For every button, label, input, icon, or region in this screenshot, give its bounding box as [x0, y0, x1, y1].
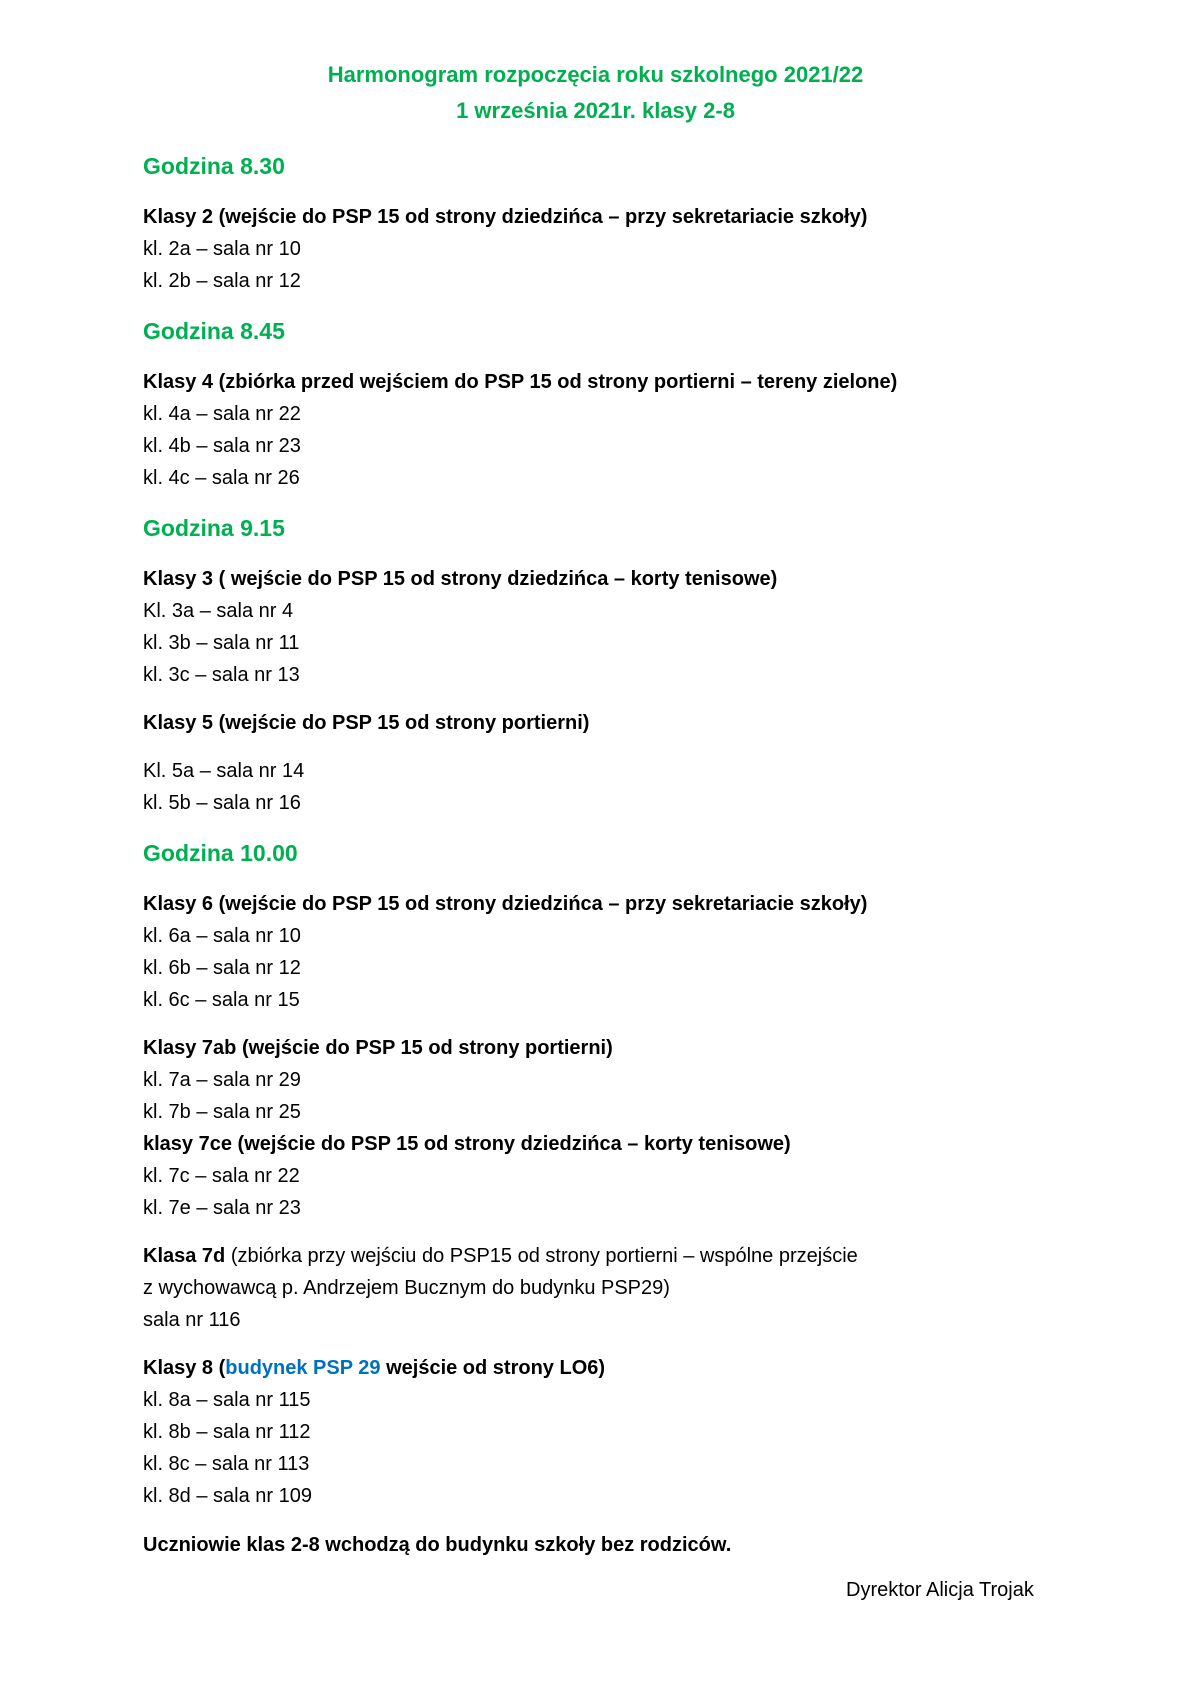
group-header-8: [143, 1356, 605, 1380]
class-row: kl. 7e – sala nr 23: [143, 1197, 301, 1219]
class-row: kl. 3b – sala nr 11: [143, 632, 300, 654]
class-row: kl. 7b – sala nr 25: [143, 1101, 301, 1123]
class-row: kl. 3c – sala nr 13: [143, 664, 300, 686]
group-header: Klasy 3 ( wejście do PSP 15 od strony dziedzińca – korty tenisowe): [143, 568, 778, 590]
class-row: kl. 2b – sala nr 12: [143, 270, 301, 292]
class-row: kl. 6c – sala nr 15: [143, 989, 300, 1011]
closing-note: Uczniowie klas 2-8 wchodzą do budynku szkoły bez rodziców.: [143, 1534, 732, 1556]
class-row: kl. 4b – sala nr 23: [143, 435, 301, 457]
group-header: Klasy 6 (wejście do PSP 15 od strony dziedzińca – przy sekretariacie szkoły): [143, 893, 868, 915]
group-header-bold: Klasa 7d: [143, 1245, 226, 1267]
class-row: kl. 7c – sala nr 22: [143, 1165, 300, 1187]
hour-heading: Godzina 9.15: [143, 515, 285, 541]
class-row: Kl. 5a – sala nr 14: [143, 760, 305, 782]
class-row: kl. 8d – sala nr 109: [143, 1485, 312, 1507]
class-row: kl. 6a – sala nr 10: [143, 925, 301, 947]
group-header: Klasy 2 (wejście do PSP 15 od strony dziedzińca – przy sekretariacie szkoły): [143, 206, 868, 228]
hour-heading: Godzina 8.45: [143, 318, 285, 344]
group-header: Klasy 7ab (wejście do PSP 15 od strony portierni): [143, 1037, 613, 1059]
hour-heading: Godzina 8.30: [143, 153, 285, 179]
class-row: kl. 4a – sala nr 22: [143, 403, 301, 425]
class-row: kl. 8a – sala nr 115: [143, 1389, 311, 1411]
group-header-7d: [143, 1244, 858, 1268]
signature: Dyrektor Alicja Trojak: [846, 1579, 1034, 1601]
title-line-1: Harmonogram rozpoczęcia roku szkolnego 2021/22: [327, 62, 864, 87]
class-row: kl. 8c – sala nr 113: [143, 1453, 310, 1475]
group-header: Klasy 5 (wejście do PSP 15 od strony portierni): [143, 712, 590, 734]
title-line-2: 1 września 2021r. klasy 2-8: [456, 98, 735, 123]
class-row: kl. 4c – sala nr 26: [143, 467, 300, 489]
group-header: klasy 7ce (wejście do PSP 15 od strony dziedzińca – korty tenisowe): [143, 1133, 791, 1155]
group-header-part: Klasy 8 (: [143, 1357, 226, 1379]
class-row: kl. 2a – sala nr 10: [143, 238, 301, 260]
group-note-line: z wychowawcą p. Andrzejem Bucznym do budynku PSP29): [143, 1277, 670, 1299]
group-header-note: (zbiórka przy wejściu do PSP15 od strony portierni – wspólne przejście: [225, 1245, 858, 1267]
class-row: kl. 7a – sala nr 29: [143, 1069, 301, 1091]
class-row: kl. 6b – sala nr 12: [143, 957, 301, 979]
class-row: sala nr 116: [143, 1309, 241, 1331]
building-highlight: budynek PSP 29: [225, 1357, 381, 1379]
group-header: Klasy 4 (zbiórka przed wejściem do PSP 15 od strony portierni – tereny zielone): [143, 371, 898, 393]
hour-heading: Godzina 10.00: [143, 840, 298, 866]
class-row: Kl. 3a – sala nr 4: [143, 600, 294, 622]
class-row: kl. 5b – sala nr 16: [143, 792, 301, 814]
class-row: kl. 8b – sala nr 112: [143, 1421, 311, 1443]
group-header-part: wejście od strony LO6): [380, 1357, 606, 1379]
